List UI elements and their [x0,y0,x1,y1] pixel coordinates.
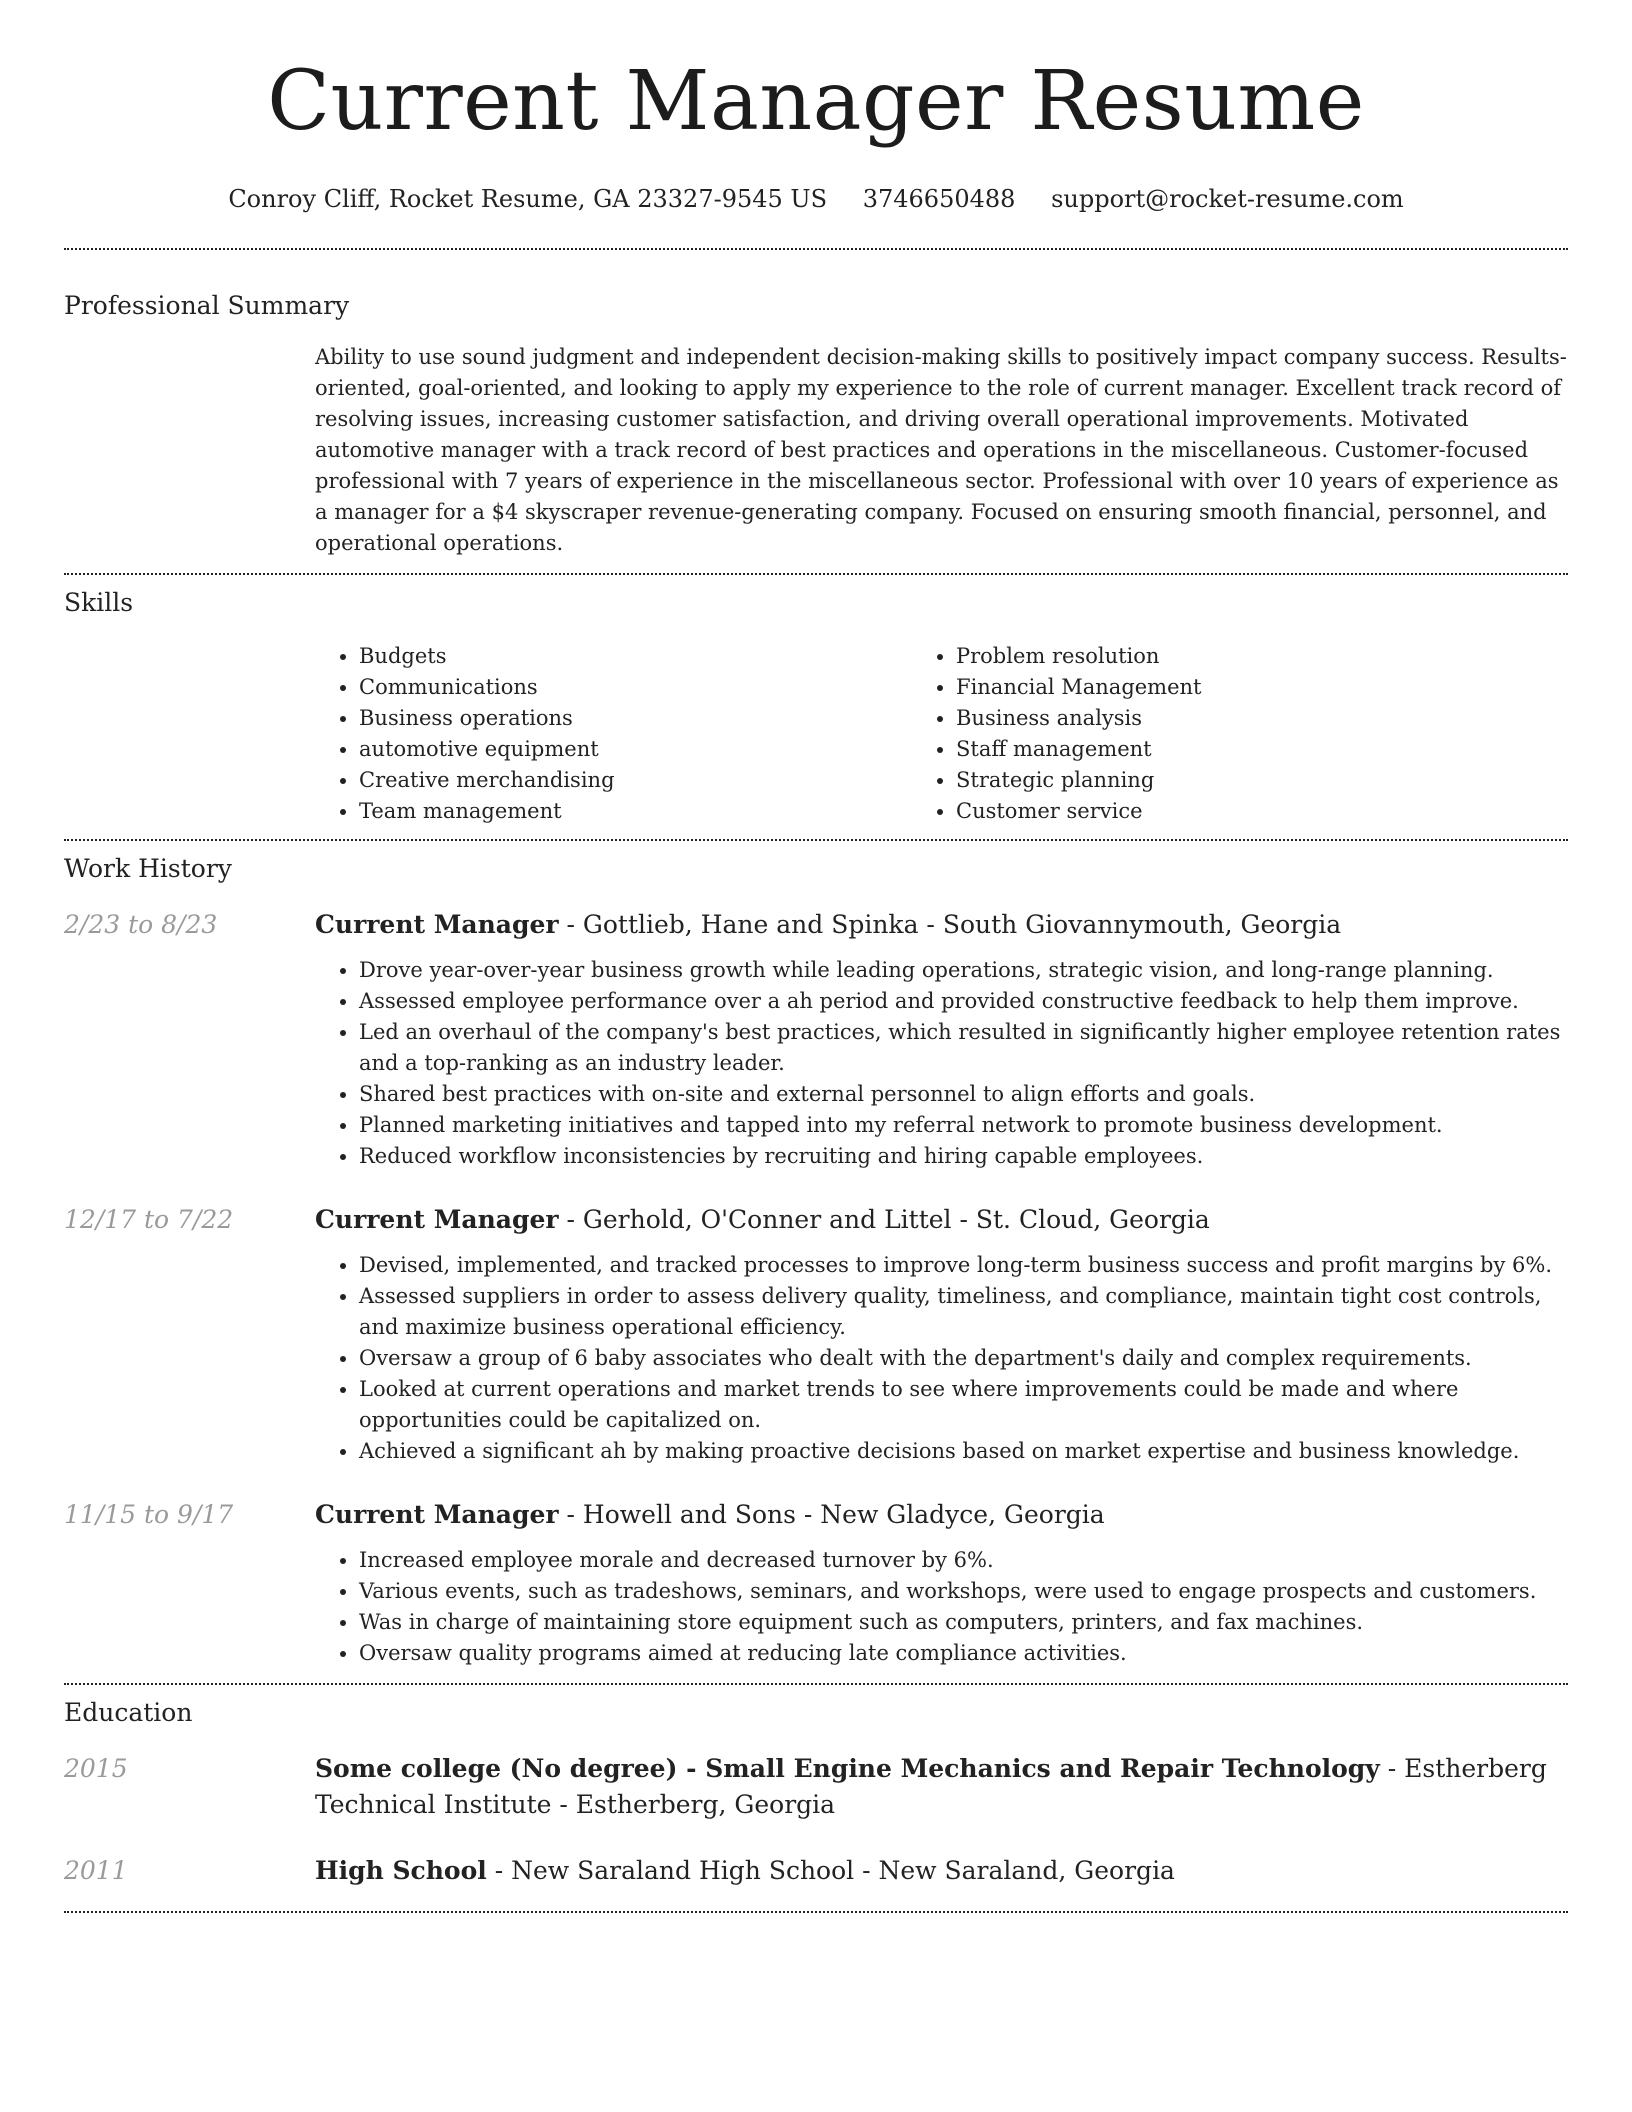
work-history-section [64,841,1568,1669]
education-degree: High School [315,1856,487,1885]
education-entry [64,1751,1568,1823]
job-entry [64,1202,1568,1467]
job-title: Current Manager [315,1500,559,1529]
job-details: - Howell and Sons - New Gladyce, Georgia [558,1500,1105,1529]
section-title-summary: Professional Summary [64,291,350,320]
section-title-education: Education [64,1698,193,1727]
job-bullet: • Looked at current operations and market trends to see where improvements could be made and where opportunities could be capitalized on. [359,1374,1568,1436]
education-year: 2011 [64,1856,128,1885]
skill-item: • Business analysis [956,703,1530,734]
resume-header [64,0,1568,214]
job-details: - Gottlieb, Hane and Spinka - South Giovannymouth, Georgia [558,910,1342,939]
education-year: 2015 [64,1754,128,1783]
skill-item: • automotive equipment [359,734,930,765]
job-bullet: • Assessed suppliers in order to assess delivery quality, timeliness, and compliance, maintain tight cost controls, and maximize business operational efficiency. [359,1281,1568,1343]
skills-grid [315,619,1568,839]
job-bullets [315,955,1568,1172]
education-heading [315,1751,1568,1823]
skills-left-column [315,641,930,827]
summary-section [64,250,1568,573]
job-bullet: • Increased employee morale and decreased turnover by 6%. [359,1545,1568,1576]
job-bullet: • Oversaw quality programs aimed at reducing late compliance activities. [359,1638,1568,1669]
job-dates: 11/15 to 9/17 [64,1500,234,1529]
job-heading [315,1497,1568,1533]
skill-item: • Strategic planning [956,765,1530,796]
contact-phone: 3746650488 [862,185,1016,213]
education-degree: Some college (No degree) - Small Engine Mechanics and Repair Technology [315,1754,1380,1783]
job-bullet: • Various events, such as tradeshows, seminars, and workshops, were used to engage prospects and customers. [359,1576,1568,1607]
skills-section [64,575,1568,839]
contact-email: support@rocket-resume.com [1051,185,1404,213]
divider [64,1911,1568,1913]
job-heading [315,1202,1568,1238]
job-bullet: • Oversaw a group of 6 baby associates who dealt with the department's daily and complex requirements. [359,1343,1568,1374]
job-bullet: • Planned marketing initiatives and tapped into my referral network to promote business development. [359,1110,1568,1141]
section-title-skills: Skills [64,588,134,617]
skill-item: • Staff management [956,734,1530,765]
job-bullet: • Shared best practices with on-site and external personnel to align efforts and goals. [359,1079,1568,1110]
job-bullets [315,1545,1568,1669]
job-bullet: • Led an overhaul of the company's best practices, which resulted in significantly higher employee retention rates and a top-ranking as an industry leader. [359,1017,1568,1079]
education-section [64,1685,1568,1911]
job-bullets [315,1250,1568,1467]
skill-item: • Financial Management [956,672,1530,703]
job-entry [64,1497,1568,1669]
skill-item: • Business operations [359,703,930,734]
job-bullet: • Achieved a significant ah by making proactive decisions based on market expertise and business knowledge. [359,1436,1568,1467]
contact-address: Conroy Cliff, Rocket Resume, GA 23327-9545 US [228,185,828,213]
job-title: Current Manager [315,910,559,939]
education-heading [315,1853,1568,1889]
skill-item: • Communications [359,672,930,703]
skills-right-column [930,641,1530,827]
skill-item: • Team management [359,796,930,827]
summary-text: Ability to use sound judgment and independent decision-making skills to positively impact company success. Results-oriented, goal-oriented, and looking to apply my experience to the role of current manager. Excellent track record of resolving issues, increasing customer satisfaction, and driving overall operational improvements. Motivated automotive manager with a track record of best practices and operations in the miscellaneous. Customer-focused professional with 7 years of experience in the miscellaneous sector. Professional with over 10 years of experience as a manager for a $4 skyscraper revenue-generating company. Focused on ensuring smooth financial, personnel, and operational operations. [315,345,1567,555]
job-details: - Gerhold, O'Conner and Littel - St. Cloud, Georgia [558,1205,1210,1234]
job-entry [64,907,1568,1172]
resume-title: Current Manager Resume [267,54,1365,149]
job-dates: 12/17 to 7/22 [64,1205,234,1234]
contact-line [64,184,1568,214]
section-title-work-history: Work History [64,854,232,883]
education-entry [64,1853,1568,1889]
job-bullet: • Devised, implemented, and tracked processes to improve long-term business success and profit margins by 6%. [359,1250,1568,1281]
education-details: - Estherberg Technical Institute - Estherberg, Georgia [315,1754,1547,1819]
skill-item: • Budgets [359,641,930,672]
job-heading [315,907,1568,943]
job-bullet: • Was in charge of maintaining store equipment such as computers, printers, and fax machines. [359,1607,1568,1638]
job-title: Current Manager [315,1205,559,1234]
job-dates: 2/23 to 8/23 [64,910,218,939]
skill-item: • Customer service [956,796,1530,827]
education-details: - New Saraland High School - New Saraland, Georgia [486,1856,1175,1885]
skill-item: • Creative merchandising [359,765,930,796]
job-bullet: • Assessed employee performance over a ah period and provided constructive feedback to help them improve. [359,986,1568,1017]
job-bullet: • Reduced workflow inconsistencies by recruiting and hiring capable employees. [359,1141,1568,1172]
job-bullet: • Drove year-over-year business growth while leading operations, strategic vision, and long-range planning. [359,955,1568,986]
skill-item: • Problem resolution [956,641,1530,672]
